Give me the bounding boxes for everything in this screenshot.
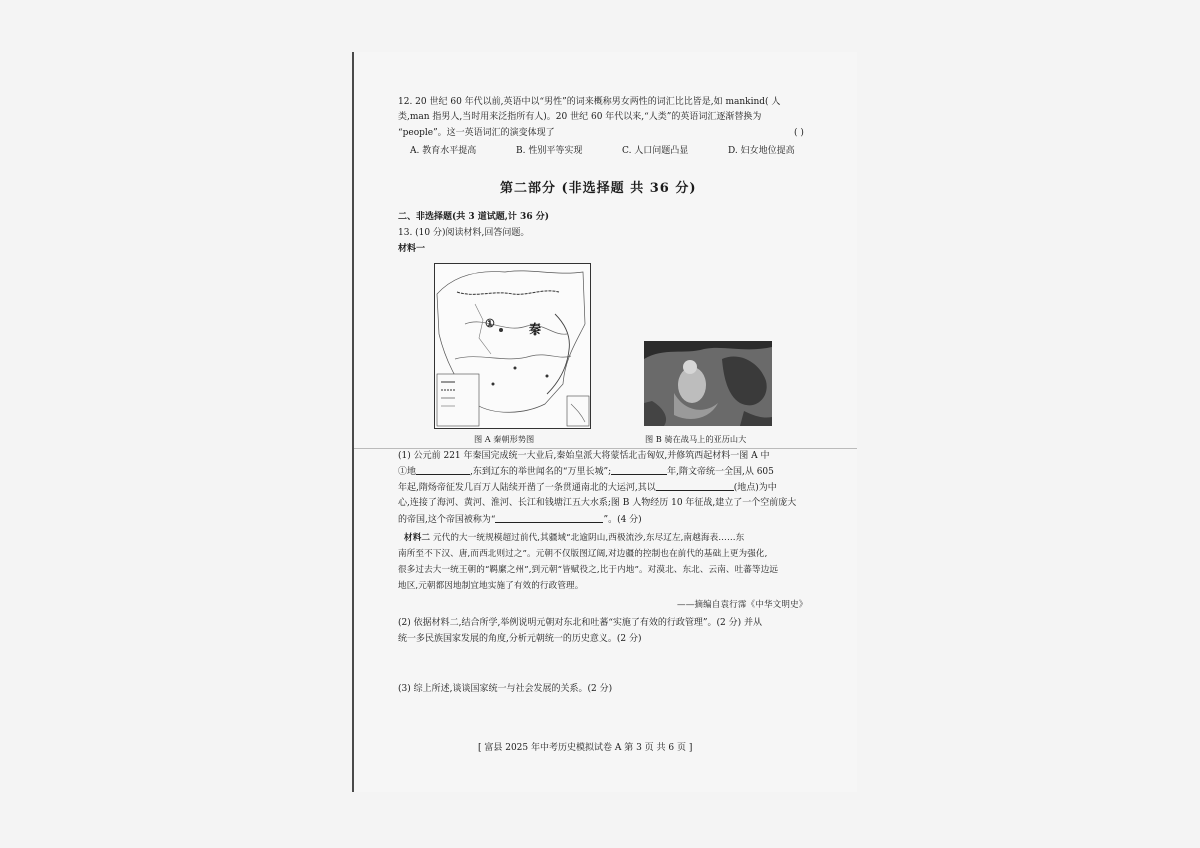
q13-2-line-2: 统一多民族国家发展的角度,分析元朝统一的历史意义。(2 分) [398, 634, 642, 644]
q13-1-line-3 [398, 481, 777, 495]
material-one-label: 材料一 [398, 244, 426, 254]
material-two-line-4: 地区,元朝都因地制宜地实施了有效的行政管理。 [398, 581, 584, 591]
fold-line [354, 448, 857, 449]
option-b: B. 性别平等实现 [516, 146, 583, 156]
material-two-line-2: 南所至不下汉、唐,而西北则过之”。元朝不仅版图辽阔,对边疆的控制也在前代的基础上更为强化, [398, 549, 768, 559]
map-label-marker: ① [485, 317, 495, 330]
q13-1-line-3b: (地点)为中 [733, 483, 777, 493]
section-heading: 二、非选择题(共 3 道试题,计 36 分) [398, 212, 549, 222]
answer-blank-2[interactable] [611, 465, 667, 475]
question-13-stem: 13. (10 分)阅读材料,回答问题。 [398, 228, 530, 238]
q13-1-line-2b: ,东到辽东的举世闻名的“万里长城”; [470, 467, 612, 477]
material-two-label: 材料二 [404, 533, 431, 543]
q13-2-line-1: (2) 依据材料二,结合所学,举例说明元朝对东北和吐蕃“实施了有效的行政管理”。(2 分) 并从 [398, 618, 763, 628]
alexander-mosaic-image [644, 341, 772, 426]
q13-1-line-1: (1) 公元前 221 年秦国完成统一大业后,秦始皇派大将蒙恬北击匈奴,并修筑西起材料一图 A 中 [398, 451, 770, 461]
answer-blank-4[interactable] [495, 513, 603, 523]
q13-1-line-5 [398, 513, 642, 527]
answer-blank-1[interactable] [416, 465, 470, 475]
q13-3-line-1: (3) 综上所述,谈谈国家统一与社会发展的关系。(2 分) [398, 684, 613, 694]
material-two-text-1: 元代的大一统规模超过前代,其疆域“北逾阴山,西极流沙,东尽辽左,南越海表……东 [432, 533, 745, 543]
option-d: D. 妇女地位提高 [728, 146, 795, 156]
q13-1-line-4: 心,连接了海河、黄河、淮河、长江和钱塘江五大水系;图 B 人物经历 10 年征战,建立了一个空前庞大 [398, 498, 797, 508]
answer-bracket: ( ) [794, 128, 804, 138]
q13-1-line-3a: 年起,隋炀帝征发几百万人陆续开凿了一条贯通南北的大运河,其以 [398, 483, 656, 493]
q13-1-line-2 [398, 465, 774, 479]
option-a: A. 教育水平提高 [410, 146, 477, 156]
material-two-line-3: 很多过去大一统王朝的“羁縻之州”,到元朝“皆赋役之,比于内地”。对漠北、东北、云南、吐蕃等边远 [398, 565, 779, 575]
part-two-title: 第二部分 (非选择题 共 36 分) [500, 181, 697, 196]
q12-line-2: 类,man 指男人,当时用来泛指所有人)。20 世纪 60 年代以来,“人类”的英语词汇逐渐替换为 [398, 112, 762, 122]
map-drawing [435, 264, 590, 428]
q13-1-line-5a: 的帝国,这个帝国被称为“ [398, 515, 496, 525]
q13-1-line-2c: 年,隋文帝统一全国,从 605 [667, 467, 774, 477]
page-footer: [ 富县 2025 年中考历史模拟试卷 A 第 3 页 共 6 页 ] [478, 743, 693, 753]
material-two-source: ——摘编自袁行霈《中华文明史》 [677, 600, 808, 610]
q12-line-1: 12. 20 世纪 60 年代以前,英语中以“男性”的词来概称男女两性的词汇比比皆是,如 mankind( 人 [398, 97, 781, 107]
exam-page [352, 52, 857, 792]
option-c: C. 人口问题凸显 [622, 146, 689, 156]
map-label-qin: 秦 [529, 322, 542, 336]
material-two-line-1 [404, 532, 744, 545]
answer-blank-3[interactable] [656, 481, 734, 491]
q13-1-line-2a: ①地 [398, 467, 417, 477]
qin-dynasty-map [434, 263, 591, 429]
figure-a-caption: 图 A 秦朝形势图 [474, 434, 535, 444]
q13-1-line-5b: ”。(4 分) [603, 515, 642, 525]
figure-b-caption: 图 B 骑在战马上的亚历山大 [645, 434, 747, 444]
q12-line-3: “people”。这一英语词汇的演变体现了 [398, 128, 555, 138]
